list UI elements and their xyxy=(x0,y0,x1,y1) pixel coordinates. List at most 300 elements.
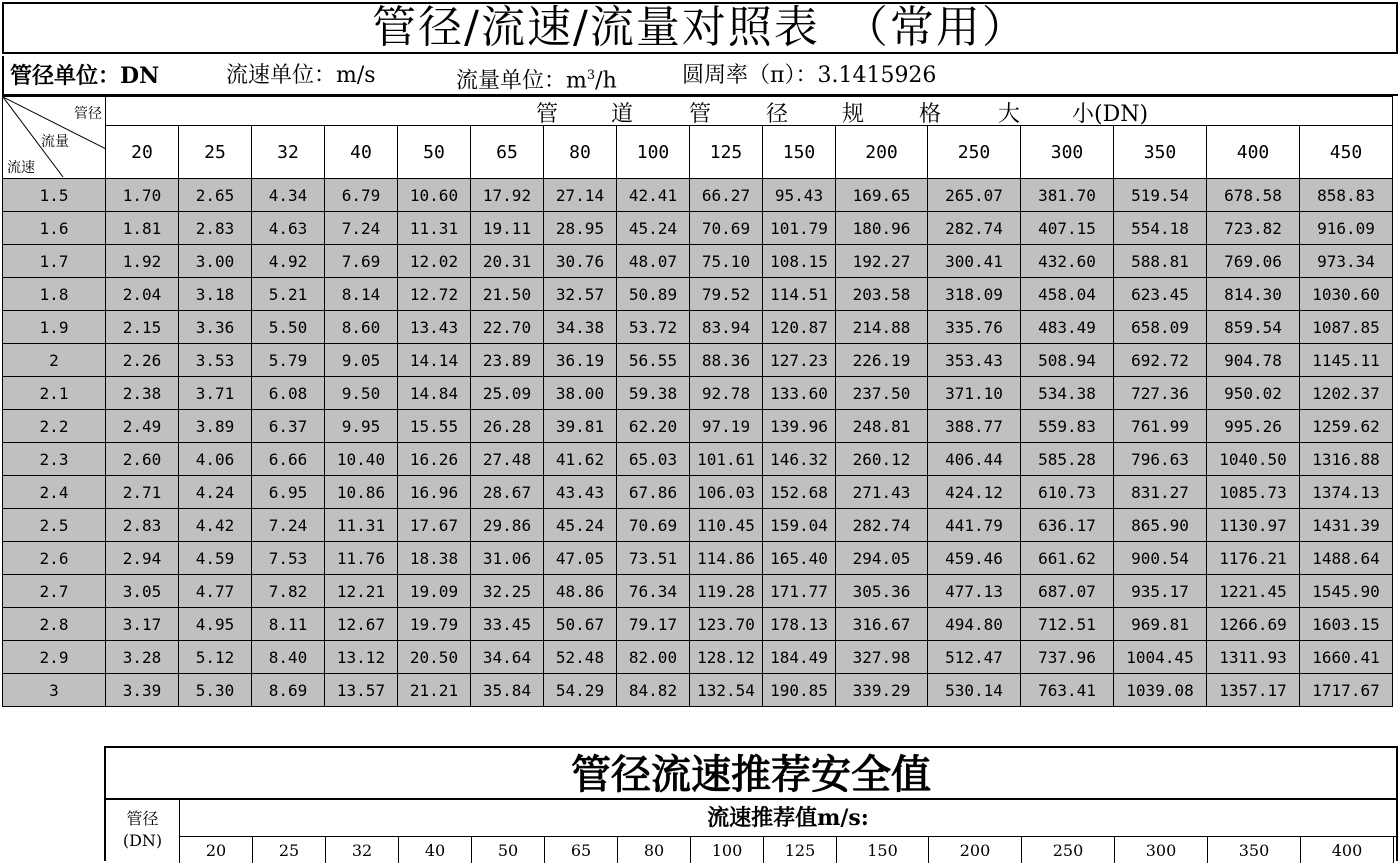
flow-cell: 4.59 xyxy=(179,542,252,575)
velocity-cell: 2.8 xyxy=(3,608,106,641)
flow-cell: 237.50 xyxy=(836,377,928,410)
recommended-dn-cell: 200 xyxy=(929,836,1022,863)
recommended-dn-cell: 65 xyxy=(545,836,618,863)
flow-cell: 45.24 xyxy=(544,509,617,542)
flow-cell: 16.26 xyxy=(398,443,471,476)
recommended-title: 管径流速推荐安全值 xyxy=(106,748,1396,800)
recommended-dn-cell: 100 xyxy=(691,836,764,863)
table-row xyxy=(3,476,1393,509)
pipe-unit-label: 管径单位：DN xyxy=(10,63,160,89)
table-row xyxy=(3,179,1393,212)
flow-cell: 41.62 xyxy=(544,443,617,476)
flow-cell: 101.61 xyxy=(690,443,763,476)
flow-cell: 34.38 xyxy=(544,311,617,344)
flow-cell: 114.86 xyxy=(690,542,763,575)
recommended-dn-cell: 150 xyxy=(837,836,929,863)
recommended-dn-cell: 400 xyxy=(1301,836,1394,863)
flow-cell: 36.19 xyxy=(544,344,617,377)
flow-cell: 8.69 xyxy=(252,674,325,707)
flow-cell: 6.08 xyxy=(252,377,325,410)
flow-cell: 796.63 xyxy=(1114,443,1207,476)
flow-cell: 1176.21 xyxy=(1207,542,1300,575)
flow-cell: 3.39 xyxy=(106,674,179,707)
corner-flow-label: 流量 xyxy=(41,134,69,150)
flow-cell: 1545.90 xyxy=(1300,575,1393,608)
flow-cell: 92.78 xyxy=(690,377,763,410)
flow-cell: 12.67 xyxy=(325,608,398,641)
flow-cell: 73.51 xyxy=(617,542,690,575)
dn-header-cell: 80 xyxy=(544,126,617,179)
velocity-cell: 2 xyxy=(3,344,106,377)
table-row xyxy=(3,575,1393,608)
flow-cell: 21.50 xyxy=(471,278,544,311)
velocity-cell: 2.2 xyxy=(3,410,106,443)
flow-cell: 6.66 xyxy=(252,443,325,476)
recommended-dn-cell: 80 xyxy=(618,836,691,863)
flow-cell: 316.67 xyxy=(836,608,928,641)
velocity-cell: 2.7 xyxy=(3,575,106,608)
flow-cell: 935.17 xyxy=(1114,575,1207,608)
flow-cell: 10.86 xyxy=(325,476,398,509)
recommended-dn-cell: 20 xyxy=(180,836,253,863)
recommended-dn-cell: 125 xyxy=(764,836,837,863)
flow-cell: 865.90 xyxy=(1114,509,1207,542)
flow-cell: 11.31 xyxy=(325,509,398,542)
flow-cell: 1259.62 xyxy=(1300,410,1393,443)
flow-cell: 19.11 xyxy=(471,212,544,245)
velocity-cell: 1.7 xyxy=(3,245,106,278)
flow-cell: 1316.88 xyxy=(1300,443,1393,476)
flow-cell: 22.70 xyxy=(471,311,544,344)
dn-header-cell: 300 xyxy=(1021,126,1114,179)
flow-cell: 353.43 xyxy=(928,344,1021,377)
flow-cell: 512.47 xyxy=(928,641,1021,674)
flow-cell: 8.40 xyxy=(252,641,325,674)
flow-cell: 70.69 xyxy=(617,509,690,542)
flow-cell: 530.14 xyxy=(928,674,1021,707)
flow-cell: 7.82 xyxy=(252,575,325,608)
dn-header-cell: 25 xyxy=(179,126,252,179)
flow-cell: 132.54 xyxy=(690,674,763,707)
flow-cell: 226.19 xyxy=(836,344,928,377)
dn-header-cell: 150 xyxy=(763,126,836,179)
flow-cell: 916.09 xyxy=(1300,212,1393,245)
flow-cell: 14.84 xyxy=(398,377,471,410)
flow-cell: 70.69 xyxy=(690,212,763,245)
flow-cell: 4.92 xyxy=(252,245,325,278)
dn-header-cell: 100 xyxy=(617,126,690,179)
flow-cell: 723.82 xyxy=(1207,212,1300,245)
flow-cell: 5.21 xyxy=(252,278,325,311)
flow-cell: 769.06 xyxy=(1207,245,1300,278)
flow-cell: 1.92 xyxy=(106,245,179,278)
flow-cell: 128.12 xyxy=(690,641,763,674)
flow-cell: 494.80 xyxy=(928,608,1021,641)
flow-cell: 45.24 xyxy=(617,212,690,245)
flow-cell: 29.86 xyxy=(471,509,544,542)
flow-cell: 27.48 xyxy=(471,443,544,476)
flow-cell: 33.45 xyxy=(471,608,544,641)
flow-cell: 1130.97 xyxy=(1207,509,1300,542)
recommended-dn-label-2: (DN) xyxy=(122,831,163,850)
corner-pipe-label: 管径 xyxy=(74,106,102,122)
recommended-subtitle: 流速推荐值m/s: xyxy=(180,800,1396,837)
pi-label: 圆周率（π）：3.1415926 xyxy=(682,63,937,88)
flow-cell: 508.94 xyxy=(1021,344,1114,377)
velocity-cell: 1.8 xyxy=(3,278,106,311)
flow-cell: 1431.39 xyxy=(1300,509,1393,542)
flow-cell: 19.09 xyxy=(398,575,471,608)
table-row xyxy=(3,509,1393,542)
flow-cell: 95.43 xyxy=(763,179,836,212)
flow-cell: 17.67 xyxy=(398,509,471,542)
flow-cell: 441.79 xyxy=(928,509,1021,542)
flow-cell: 25.09 xyxy=(471,377,544,410)
flow-cell: 9.50 xyxy=(325,377,398,410)
flow-cell: 950.02 xyxy=(1207,377,1300,410)
flow-cell: 52.48 xyxy=(544,641,617,674)
spec-title-char: 管 xyxy=(536,102,559,126)
velocity-cell: 3 xyxy=(3,674,106,707)
dn-header-cell: 200 xyxy=(836,126,928,179)
units-row xyxy=(2,56,1398,96)
flow-cell: 13.57 xyxy=(325,674,398,707)
flow-cell: 28.67 xyxy=(471,476,544,509)
dn-header-cell: 125 xyxy=(690,126,763,179)
recommended-dn-label xyxy=(106,800,180,863)
table-row xyxy=(3,443,1393,476)
flow-cell: 5.50 xyxy=(252,311,325,344)
flow-cell: 28.95 xyxy=(544,212,617,245)
flow-cell: 62.20 xyxy=(617,410,690,443)
velocity-cell: 2.9 xyxy=(3,641,106,674)
flow-cell: 13.12 xyxy=(325,641,398,674)
flow-cell: 180.96 xyxy=(836,212,928,245)
flow-cell: 192.27 xyxy=(836,245,928,278)
velocity-cell: 2.4 xyxy=(3,476,106,509)
flow-cell: 97.19 xyxy=(690,410,763,443)
flow-cell: 47.05 xyxy=(544,542,617,575)
flow-cell: 7.69 xyxy=(325,245,398,278)
flow-cell: 9.95 xyxy=(325,410,398,443)
flow-cell: 3.18 xyxy=(179,278,252,311)
flow-cell: 995.26 xyxy=(1207,410,1300,443)
flow-cell: 458.04 xyxy=(1021,278,1114,311)
flow-cell: 19.79 xyxy=(398,608,471,641)
flow-cell: 152.68 xyxy=(763,476,836,509)
flow-cell: 432.60 xyxy=(1021,245,1114,278)
table-title-box xyxy=(2,2,1398,54)
flow-cell: 75.10 xyxy=(690,245,763,278)
flow-cell: 133.60 xyxy=(763,377,836,410)
flow-cell: 4.63 xyxy=(252,212,325,245)
recommended-dn-cell: 25 xyxy=(253,836,326,863)
flow-cell: 56.55 xyxy=(617,344,690,377)
flow-cell: 190.85 xyxy=(763,674,836,707)
flow-cell: 2.60 xyxy=(106,443,179,476)
flow-cell: 18.38 xyxy=(398,542,471,575)
flow-cell: 38.00 xyxy=(544,377,617,410)
dn-header-cell: 40 xyxy=(325,126,398,179)
flow-cell: 15.55 xyxy=(398,410,471,443)
spec-title-char: 管 xyxy=(689,102,712,126)
flow-cell: 30.76 xyxy=(544,245,617,278)
flow-cell: 50.89 xyxy=(617,278,690,311)
flow-cell: 761.99 xyxy=(1114,410,1207,443)
flow-cell: 4.95 xyxy=(179,608,252,641)
flow-cell: 48.07 xyxy=(617,245,690,278)
flow-cell: 76.34 xyxy=(617,575,690,608)
table-row xyxy=(3,278,1393,311)
flow-cell: 32.57 xyxy=(544,278,617,311)
flow-cell: 407.15 xyxy=(1021,212,1114,245)
flow-cell: 1488.64 xyxy=(1300,542,1393,575)
flow-cell: 687.07 xyxy=(1021,575,1114,608)
flow-cell: 7.24 xyxy=(252,509,325,542)
table-row xyxy=(3,542,1393,575)
table-row xyxy=(3,344,1393,377)
recommended-dn-cell: 350 xyxy=(1208,836,1301,863)
table-row xyxy=(3,245,1393,278)
table-row xyxy=(3,608,1393,641)
table-row xyxy=(3,212,1393,245)
flow-cell: 3.05 xyxy=(106,575,179,608)
flow-cell: 101.79 xyxy=(763,212,836,245)
flow-cell: 23.89 xyxy=(471,344,544,377)
spec-title-char: 格 xyxy=(919,102,942,126)
flow-cell: 1040.50 xyxy=(1207,443,1300,476)
velocity-cell: 2.1 xyxy=(3,377,106,410)
flow-cell: 43.43 xyxy=(544,476,617,509)
flow-cell: 4.06 xyxy=(179,443,252,476)
recommended-dn-label-1: 管径 xyxy=(126,809,159,828)
flow-cell: 3.36 xyxy=(179,311,252,344)
dn-header-cell: 50 xyxy=(398,126,471,179)
table-row xyxy=(3,674,1393,707)
flow-cell: 2.49 xyxy=(106,410,179,443)
recommended-dn-cell: 250 xyxy=(1022,836,1115,863)
flow-cell: 282.74 xyxy=(928,212,1021,245)
flow-cell: 4.77 xyxy=(179,575,252,608)
flow-cell: 26.28 xyxy=(471,410,544,443)
flow-cell: 585.28 xyxy=(1021,443,1114,476)
flow-cell: 1030.60 xyxy=(1300,278,1393,311)
flow-cell: 483.49 xyxy=(1021,311,1114,344)
page-title: 管径/流速/流量对照表 （常用） xyxy=(372,2,1028,53)
flow-cell: 214.88 xyxy=(836,311,928,344)
flow-cell: 35.84 xyxy=(471,674,544,707)
flow-cell: 737.96 xyxy=(1021,641,1114,674)
flow-cell: 4.24 xyxy=(179,476,252,509)
flow-cell: 21.21 xyxy=(398,674,471,707)
recommended-dn-cell: 32 xyxy=(326,836,399,863)
recommended-dn-cell: 40 xyxy=(399,836,472,863)
flow-cell: 12.72 xyxy=(398,278,471,311)
flow-cell: 7.24 xyxy=(325,212,398,245)
corner-cell xyxy=(3,97,106,179)
spec-title-char: 径 xyxy=(766,102,789,126)
flow-cell: 83.94 xyxy=(690,311,763,344)
flow-cell: 335.76 xyxy=(928,311,1021,344)
flow-cell: 110.45 xyxy=(690,509,763,542)
flow-cell: 260.12 xyxy=(836,443,928,476)
flow-cell: 3.53 xyxy=(179,344,252,377)
flow-cell: 2.83 xyxy=(179,212,252,245)
flow-cell: 3.00 xyxy=(179,245,252,278)
flow-cell: 14.14 xyxy=(398,344,471,377)
flow-cell: 559.83 xyxy=(1021,410,1114,443)
flow-cell: 32.25 xyxy=(471,575,544,608)
recommended-dn-cell: 300 xyxy=(1115,836,1208,863)
recommended-box xyxy=(104,746,1398,861)
flow-cell: 904.78 xyxy=(1207,344,1300,377)
spec-title-char: 道 xyxy=(611,102,634,126)
flow-cell: 3.28 xyxy=(106,641,179,674)
flow-cell: 16.96 xyxy=(398,476,471,509)
flow-cell: 84.82 xyxy=(617,674,690,707)
spec-title-char: 大 xyxy=(998,102,1021,126)
flow-cell: 6.95 xyxy=(252,476,325,509)
flow-cell: 42.41 xyxy=(617,179,690,212)
table-row xyxy=(3,377,1393,410)
flow-cell: 1087.85 xyxy=(1300,311,1393,344)
flow-cell: 108.15 xyxy=(763,245,836,278)
header-row-dn xyxy=(3,126,1393,179)
flow-cell: 12.21 xyxy=(325,575,398,608)
flow-cell: 2.65 xyxy=(179,179,252,212)
flow-cell: 184.49 xyxy=(763,641,836,674)
flow-cell: 20.31 xyxy=(471,245,544,278)
flow-cell: 6.79 xyxy=(325,179,398,212)
flow-cell: 339.29 xyxy=(836,674,928,707)
flow-cell: 2.15 xyxy=(106,311,179,344)
flow-cell: 6.37 xyxy=(252,410,325,443)
velocity-cell: 2.6 xyxy=(3,542,106,575)
flow-cell: 1202.37 xyxy=(1300,377,1393,410)
flow-cell: 82.00 xyxy=(617,641,690,674)
table-row xyxy=(3,641,1393,674)
flow-cell: 5.12 xyxy=(179,641,252,674)
flow-cell: 8.60 xyxy=(325,311,398,344)
flow-cell: 139.96 xyxy=(763,410,836,443)
flow-cell: 623.45 xyxy=(1114,278,1207,311)
corner-velocity-label: 流速 xyxy=(7,160,35,176)
table-row xyxy=(3,311,1393,344)
flow-cell: 5.30 xyxy=(179,674,252,707)
flow-cell: 66.27 xyxy=(690,179,763,212)
flow-unit-label: 流量单位：$m^3/h$ xyxy=(456,68,617,94)
velocity-cell: 2.5 xyxy=(3,509,106,542)
flow-cell: 3.71 xyxy=(179,377,252,410)
table-row xyxy=(3,410,1393,443)
flow-cell: 1.70 xyxy=(106,179,179,212)
flow-cell: 120.87 xyxy=(763,311,836,344)
flow-cell: 123.70 xyxy=(690,608,763,641)
flow-cell: 300.41 xyxy=(928,245,1021,278)
flow-cell: 106.03 xyxy=(690,476,763,509)
flow-cell: 1374.13 xyxy=(1300,476,1393,509)
flow-cell: 5.79 xyxy=(252,344,325,377)
flow-cell: 3.17 xyxy=(106,608,179,641)
flow-cell: 534.38 xyxy=(1021,377,1114,410)
dn-header-cell: 32 xyxy=(252,126,325,179)
velocity-cell: 1.6 xyxy=(3,212,106,245)
flow-cell: 59.38 xyxy=(617,377,690,410)
spec-title-cell xyxy=(106,97,1393,126)
flow-cell: 1004.45 xyxy=(1114,641,1207,674)
flow-cell: 1039.08 xyxy=(1114,674,1207,707)
flow-cell: 3.89 xyxy=(179,410,252,443)
flow-cell: 34.64 xyxy=(471,641,544,674)
flow-table xyxy=(2,96,1393,707)
flow-cell: 294.05 xyxy=(836,542,928,575)
flow-cell: 1311.93 xyxy=(1207,641,1300,674)
flow-cell: 388.77 xyxy=(928,410,1021,443)
flow-cell: 171.77 xyxy=(763,575,836,608)
flow-cell: 10.60 xyxy=(398,179,471,212)
flow-cell: 554.18 xyxy=(1114,212,1207,245)
flow-cell: 7.53 xyxy=(252,542,325,575)
flow-cell: 2.38 xyxy=(106,377,179,410)
flow-cell: 10.40 xyxy=(325,443,398,476)
flow-cell: 831.27 xyxy=(1114,476,1207,509)
flow-cell: 88.36 xyxy=(690,344,763,377)
flow-cell: 459.46 xyxy=(928,542,1021,575)
recommended-dn-cell: 50 xyxy=(472,836,545,863)
flow-cell: 610.73 xyxy=(1021,476,1114,509)
flow-cell: 371.10 xyxy=(928,377,1021,410)
flow-cell: 678.58 xyxy=(1207,179,1300,212)
flow-cell: 265.07 xyxy=(928,179,1021,212)
dn-header-cell: 350 xyxy=(1114,126,1207,179)
flow-cell: 2.94 xyxy=(106,542,179,575)
velocity-cell: 1.5 xyxy=(3,179,106,212)
flow-cell: 381.70 xyxy=(1021,179,1114,212)
dn-header-cell: 450 xyxy=(1300,126,1393,179)
recommended-dn-row xyxy=(180,836,1396,863)
flow-cell: 2.71 xyxy=(106,476,179,509)
flow-cell: 973.34 xyxy=(1300,245,1393,278)
flow-cell: 2.04 xyxy=(106,278,179,311)
flow-cell: 406.44 xyxy=(928,443,1021,476)
flow-cell: 11.31 xyxy=(398,212,471,245)
flow-cell: 1357.17 xyxy=(1207,674,1300,707)
flow-cell: 661.62 xyxy=(1021,542,1114,575)
flow-cell: 165.40 xyxy=(763,542,836,575)
flow-cell: 67.86 xyxy=(617,476,690,509)
flow-cell: 1603.15 xyxy=(1300,608,1393,641)
flow-cell: 169.65 xyxy=(836,179,928,212)
flow-cell: 178.13 xyxy=(763,608,836,641)
flow-cell: 8.11 xyxy=(252,608,325,641)
flow-cell: 1.81 xyxy=(106,212,179,245)
flow-cell: 65.03 xyxy=(617,443,690,476)
flow-cell: 1085.73 xyxy=(1207,476,1300,509)
flow-cell: 477.13 xyxy=(928,575,1021,608)
flow-cell: 4.34 xyxy=(252,179,325,212)
flow-cell: 203.58 xyxy=(836,278,928,311)
flow-cell: 4.42 xyxy=(179,509,252,542)
flow-cell: 900.54 xyxy=(1114,542,1207,575)
flow-cell: 39.81 xyxy=(544,410,617,443)
flow-cell: 712.51 xyxy=(1021,608,1114,641)
flow-cell: 2.83 xyxy=(106,509,179,542)
flow-cell: 588.81 xyxy=(1114,245,1207,278)
flow-cell: 114.51 xyxy=(763,278,836,311)
dn-header-cell: 65 xyxy=(471,126,544,179)
flow-cell: 969.81 xyxy=(1114,608,1207,641)
flow-cell: 636.17 xyxy=(1021,509,1114,542)
